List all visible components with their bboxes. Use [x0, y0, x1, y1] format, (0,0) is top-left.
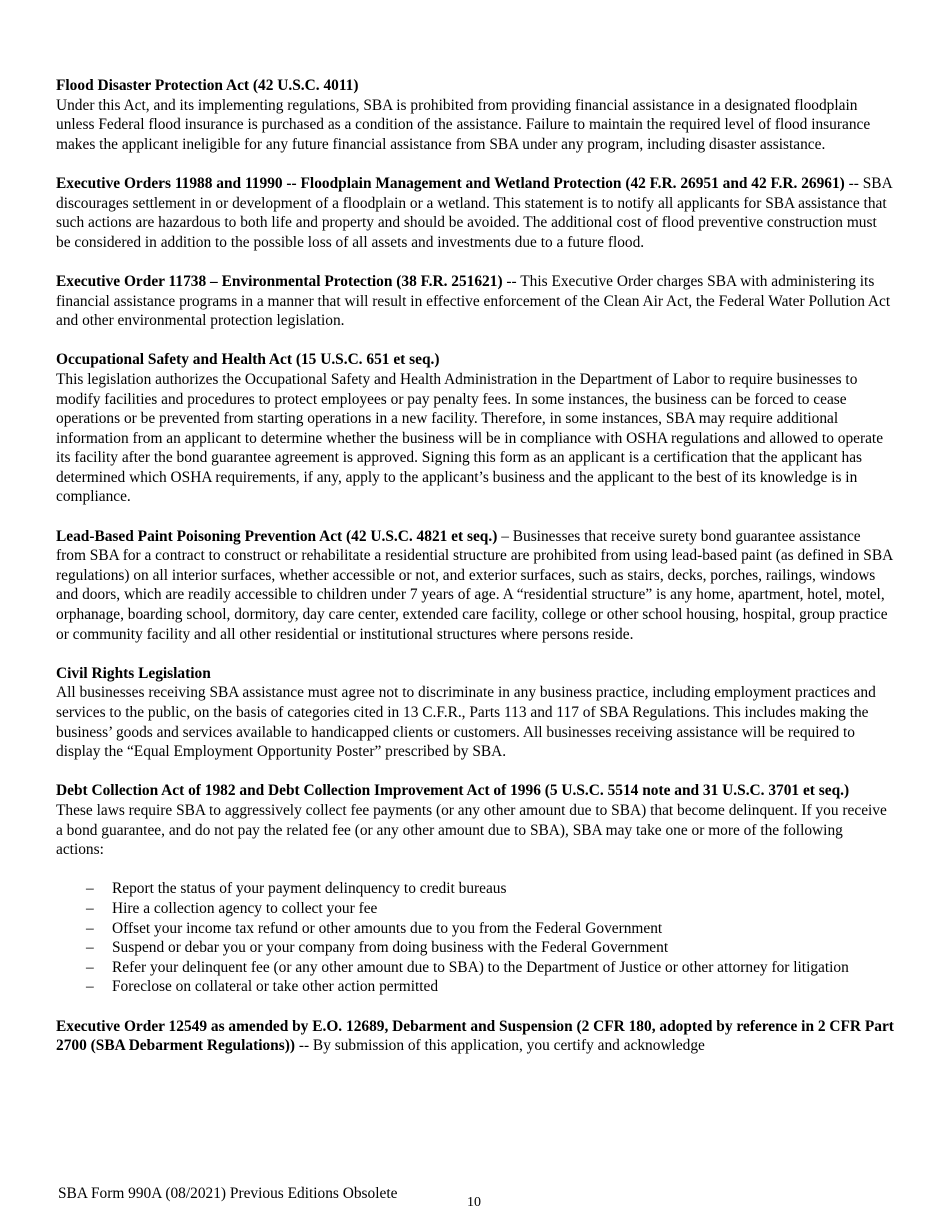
section-civil-rights	[56, 664, 894, 762]
section-flood-disaster	[56, 76, 894, 154]
section-lead-paint	[56, 527, 894, 645]
section-osha	[56, 350, 894, 507]
section-heading: Executive Orders 11988 and 11990 -- Floodplain Management and Wetland Protection (42 F.R. 26951 and 42 F.R. 26961)	[56, 174, 845, 192]
page-number: 10	[467, 1195, 481, 1210]
list-item: – Suspend or debar you or your company from doing business with the Federal Government	[86, 938, 894, 958]
section-debarment	[56, 1017, 894, 1056]
form-identifier: SBA Form 990A (08/2021) Previous Editions Obsolete	[58, 1185, 398, 1202]
section-body: – Businesses that receive surety bond guarantee assistance from SBA for a contract to construct or rehabilitate a residential structure are prohibited from using lead-based paint (as defined in SBA regulations) on all interior surfaces, whether accessible or not, and exterior surfaces, such as stairs, decks, porches, railings, windows and doors, which are readily accessible to children under 7 years of age. A “residential structure” is any home, apartment, hotel, motel, orphanage, boarding school, dormitory, day care center, extended care facility, college or other school housing, hospital, group practice or community facility and all other residential or institutional structures where persons reside.	[56, 527, 893, 643]
section-body: -- This Executive Order charges SBA with administering its financial assistance programs in a manner that will result in effective enforcement of the Clean Air Act, the Federal Water Pollution Act and other environmental protection legislation.	[56, 272, 891, 330]
section-body: All businesses receiving SBA assistance must agree not to discriminate in any business practice, including employment practices and services to the public, on the basis of categories cited in 13 C.F.R., Parts 113 and 117 of SBA Regulations. This includes making the business’ goods and services available to handicapped clients or customers. All businesses receiving assistance will be required to display the “Equal Employment Opportunity Poster” prescribed by SBA.	[56, 684, 876, 761]
debt-actions-list	[56, 879, 894, 997]
section-environmental-protection	[56, 272, 894, 331]
section-debt-collection	[56, 781, 894, 859]
list-item: – Foreclose on collateral or take other action permitted	[86, 977, 894, 997]
section-floodplain-wetland	[56, 174, 894, 252]
list-item: – Offset your income tax refund or other amounts due to you from the Federal Government	[86, 919, 894, 939]
document-body	[56, 76, 894, 1075]
section-body: -- SBA discourages settlement in or development of a floodplain or a wetland. This statement is to notify all applicants for SBA assistance that such actions are hazardous to both life and property and should be avoided. The additional cost of flood preventive construction must be considered in addition to the possible loss of all assets and investments due to a future flood.	[56, 174, 892, 251]
section-heading: Lead-Based Paint Poisoning Prevention Act (42 U.S.C. 4821 et seq.)	[56, 527, 498, 545]
section-heading: Debt Collection Act of 1982 and Debt Collection Improvement Act of 1996 (5 U.S.C. 5514 note and 31 U.S.C. 3701 et seq.)	[56, 782, 850, 800]
section-body: -- By submission of this application, you certify and acknowledge	[294, 1037, 705, 1055]
section-heading: Executive Order 12549 as amended by E.O. 12689, Debarment and Suspension (2 CFR 180, adopted by reference in 2 CFR Part 2700 (SBA Debarment Regulations))	[56, 1017, 894, 1055]
section-heading: Civil Rights Legislation	[56, 664, 211, 682]
list-item: – Report the status of your payment delinquency to credit bureaus	[86, 879, 894, 899]
section-body: This legislation authorizes the Occupational Safety and Health Administration in the Department of Labor to require businesses to modify facilities and procedures to protect employees or pay penalty fees. In some instances, the business can be forced to cease operations or be prevented from starting operations in a new facility. Therefore, in some instances, SBA may require additional information from an applicant to determine whether the business will be in compliance with OSHA regulations and allowed to operate its facility after the bond guarantee agreement is approved. Signing this form as an applicant is a certification that the applicant has determined which OSHA requirements, if any, apply to the applicant’s business and the applicant to the best of its knowledge is in compliance.	[56, 370, 884, 506]
section-body: Under this Act, and its implementing regulations, SBA is prohibited from providing financial assistance in a designated floodplain unless Federal flood insurance is purchased as a condition of the assistance. Failure to maintain the required level of flood insurance makes the applicant ineligible for any future financial assistance from SBA under any program, including disaster assistance.	[56, 96, 871, 153]
section-body: These laws require SBA to aggressively collect fee payments (or any other amount due to SBA) that become delinquent. If you receive a bond guarantee, and do not pay the related fee (or any other amount due to SBA), SBA may take one or more of the following actions:	[56, 801, 887, 859]
section-heading: Occupational Safety and Health Act (15 U.S.C. 651 et seq.)	[56, 351, 440, 369]
section-heading: Flood Disaster Protection Act (42 U.S.C. 4011)	[56, 77, 359, 94]
list-item: – Hire a collection agency to collect your fee	[86, 899, 894, 919]
section-heading: Executive Order 11738 – Environmental Protection (38 F.R. 251621)	[56, 272, 503, 290]
list-item: – Refer your delinquent fee (or any other amount due to SBA) to the Department of Justice or other attorney for litigation	[86, 958, 894, 978]
